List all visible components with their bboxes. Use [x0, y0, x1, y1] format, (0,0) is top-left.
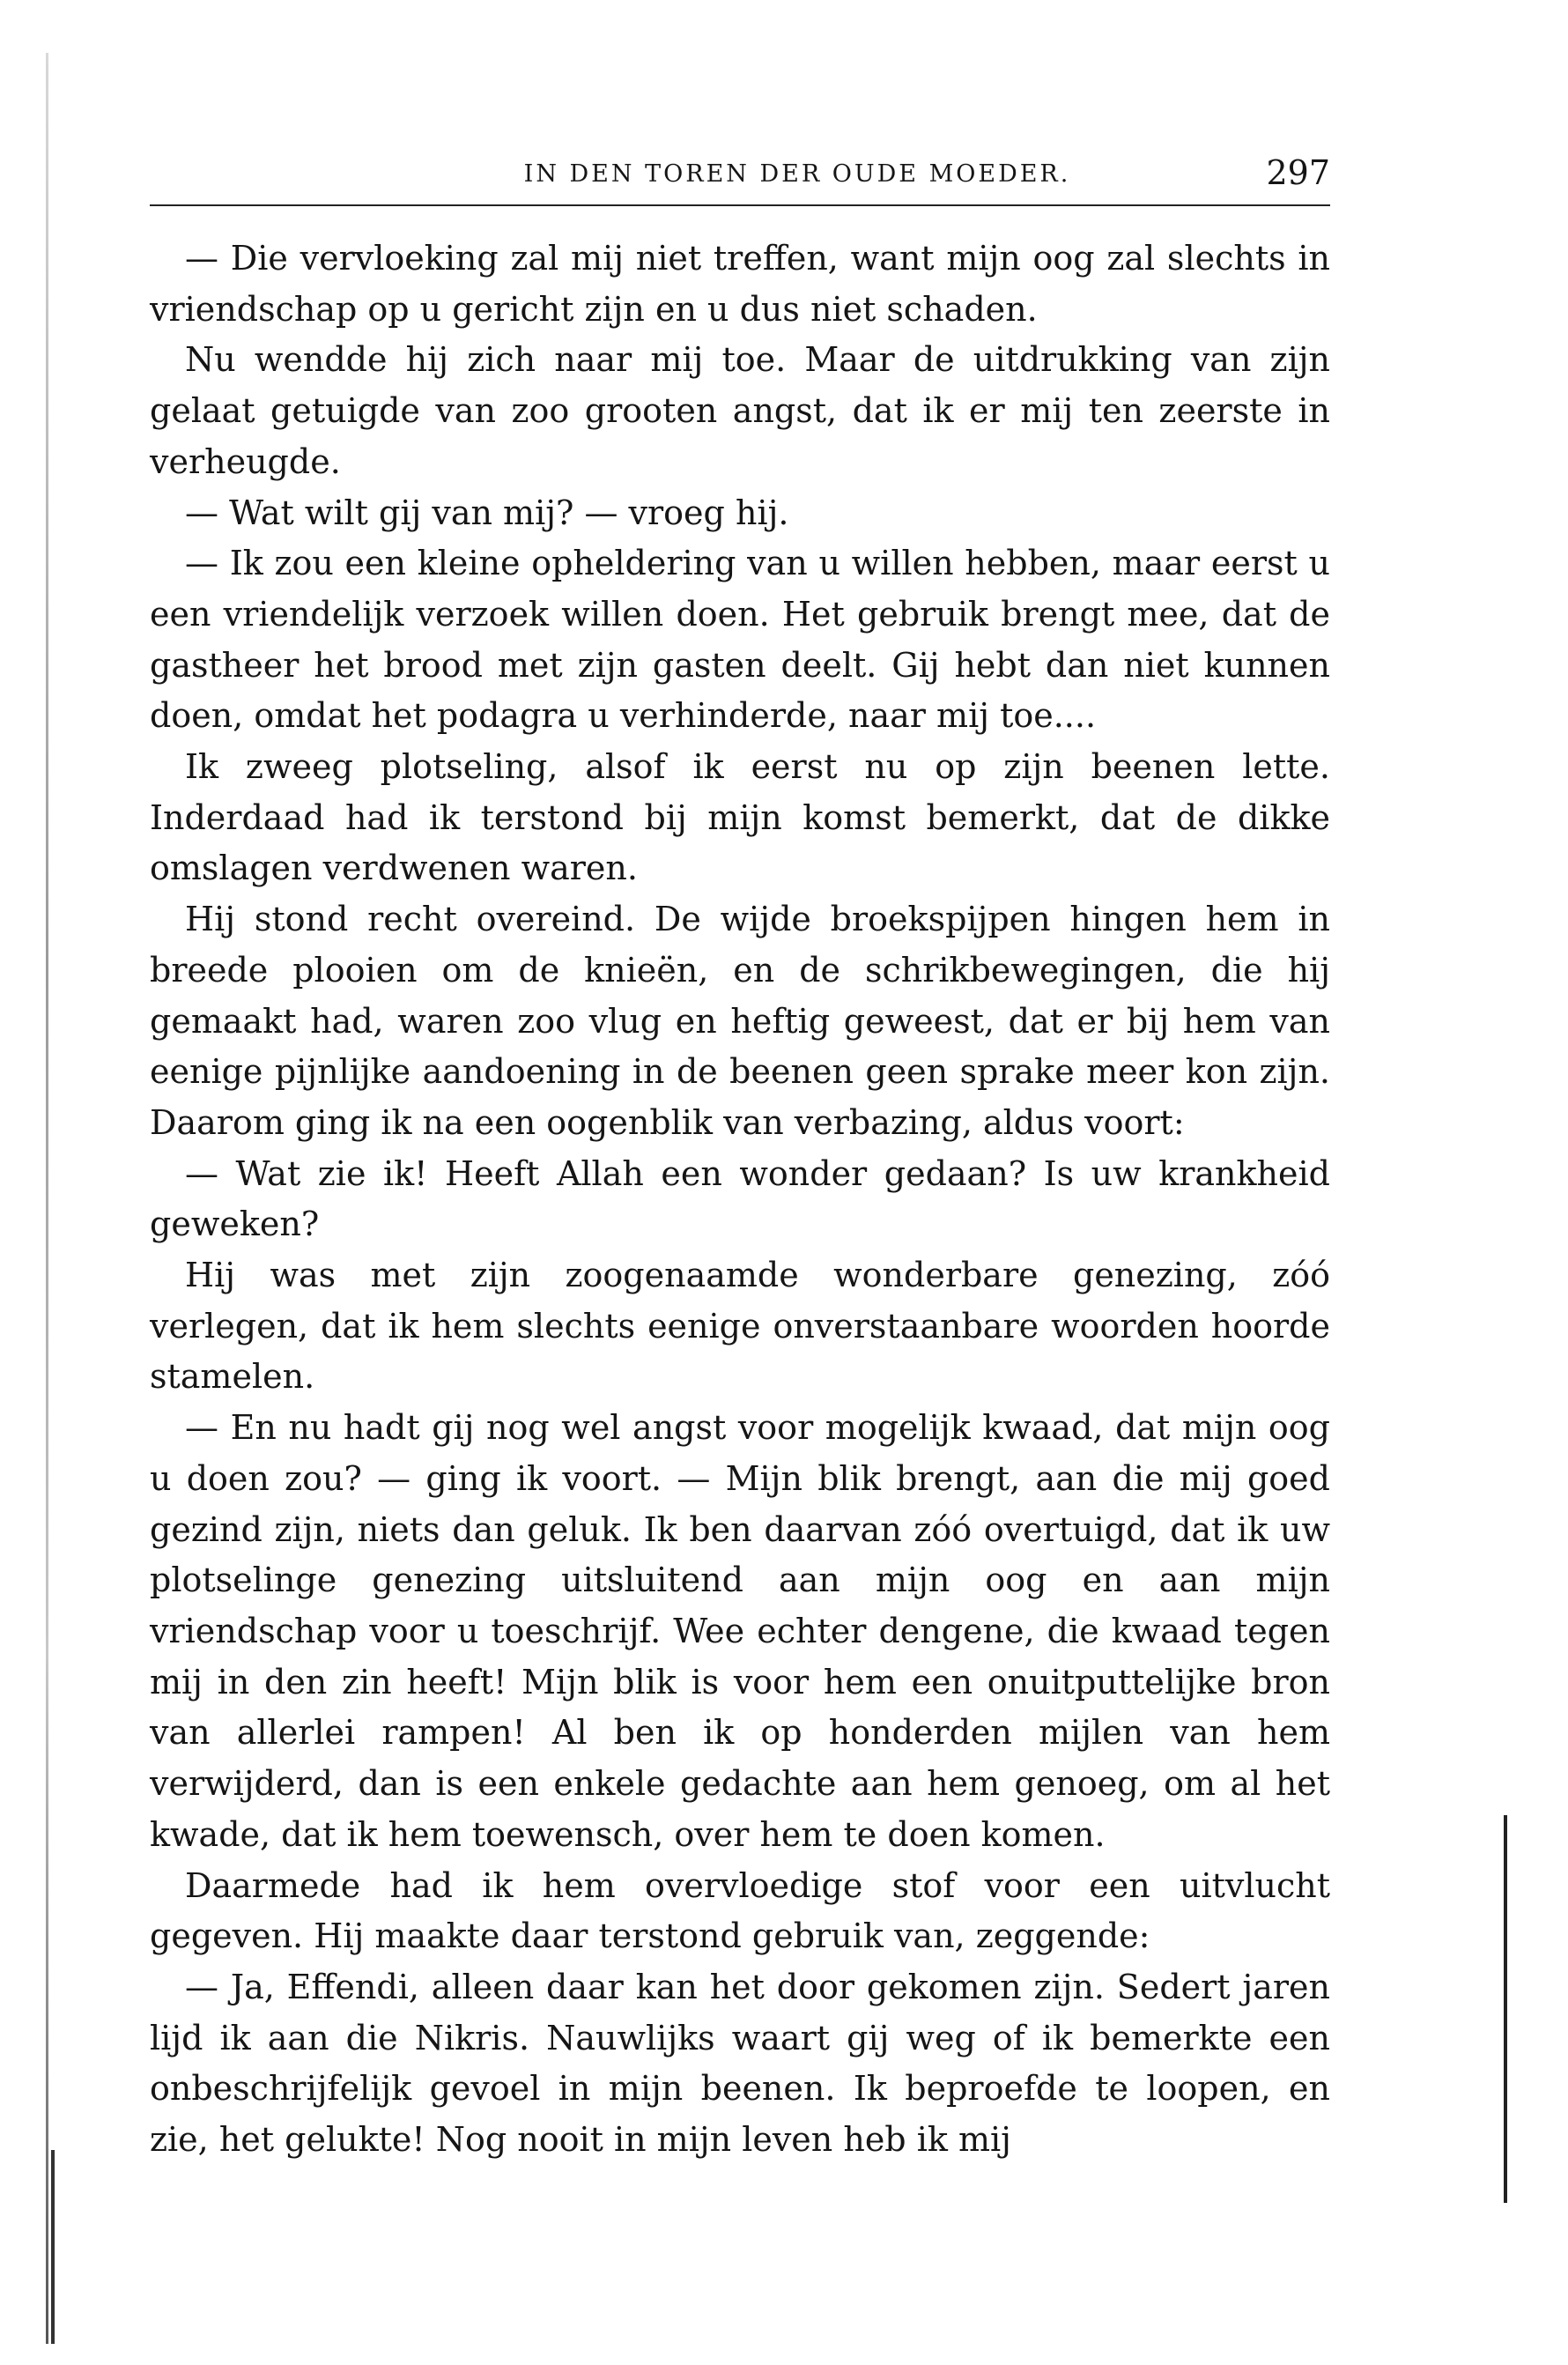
paragraph: Nu wendde hij zich naar mij toe. Maar de uitdrukking van zijn gelaat getuigde van zoo grooten angst, dat ik er mij ten zeerste in verheugde. [150, 340, 1330, 481]
paragraph: Daarmede had ik hem overvloedige stof voor een uitvlucht gegeven. Hij maakte daar terstond gebruik van, zeggende: [150, 1865, 1330, 1956]
scan-border-left-dark [51, 2150, 55, 2344]
running-title: IN DEN TOREN DER OUDE MOEDER. [523, 160, 1071, 188]
paragraph: Ik zweeg plotseling, alsof ik eerst nu op zijn beenen lette. Inderdaad had ik terstond bij mijn komst bemerkt, dat de dikke omslagen verdwenen waren. [150, 747, 1330, 888]
header-rule [150, 204, 1330, 206]
paragraph: Hij stond recht overeind. De wijde broekspijpen hingen hem in breede plooien om de knieën, en de schrikbewegingen, die hij gemaakt had, waren zoo vlug en heftig geweest, dat er bij hem van eenige pijnlijke aandoening in de beenen geen sprake meer kon zijn. Daarom ging ik na een oogenblik van verbazing, aldus voort: [150, 900, 1330, 1142]
paragraph: — Die vervloeking zal mij niet treffen, want mijn oog zal slechts in vriendschap op u gericht zijn en u dus niet schaden. [150, 239, 1330, 329]
paragraph: Hij was met zijn zoogenaamde wonderbare genezing, zóó verlegen, dat ik hem slechts eenige onverstaanbare woorden hoorde stamelen. [150, 1256, 1330, 1397]
paragraph: — Wat zie ik! Heeft Allah een wonder gedaan? Is uw krankheid geweken? [150, 1153, 1330, 1244]
page-number: 297 [1266, 153, 1330, 192]
page-header [150, 153, 1330, 201]
scan-border-left [46, 53, 48, 2344]
scan-border-right [1504, 1815, 1507, 2203]
body-text [150, 234, 1330, 2166]
paragraph: — Ja, Effendi, alleen daar kan het door gekomen zijn. Sedert jaren lijd ik aan die Nikris. Nauwlijks waart gij weg of ik bemerkte een onbeschrijfelijk gevoel in mijn beenen. Ik beproefde te loopen, en zie, het gelukte! Nog nooit in mijn leven heb ik mij [150, 1967, 1330, 2160]
paragraph: — En nu hadt gij nog wel angst voor mogelijk kwaad, dat mijn oog u doen zou? — ging ik voort. — Mijn blik brengt, aan die mij goed gezind zijn, niets dan geluk. Ik ben daarvan zóó overtuigd, dat ik uw plotselinge genezing uitsluitend aan mijn oog en aan mijn vriendschap voor u toeschrijf. Wee echter dengene, die kwaad tegen mij in den zin heeft! Mijn blik is voor hem een onuitputtelijke bron van allerlei rampen! Al ben ik op honderden mijlen van hem verwijderd, dan is een enkele gedachte aan hem genoeg, om al het kwade, dat ik hem toewensch, over hem te doen komen. [150, 1408, 1330, 1854]
paragraph: — Wat wilt gij van mij? — vroeg hij. [185, 493, 789, 532]
paragraph: — Ik zou een kleine opheldering van u willen hebben, maar eerst u een vriendelijk verzoek willen doen. Het gebruik brengt mee, dat de gastheer het brood met zijn gasten deelt. Gij hebt dan niet kunnen doen, omdat het podagra u verhinderde, naar mij toe.... [150, 544, 1330, 736]
